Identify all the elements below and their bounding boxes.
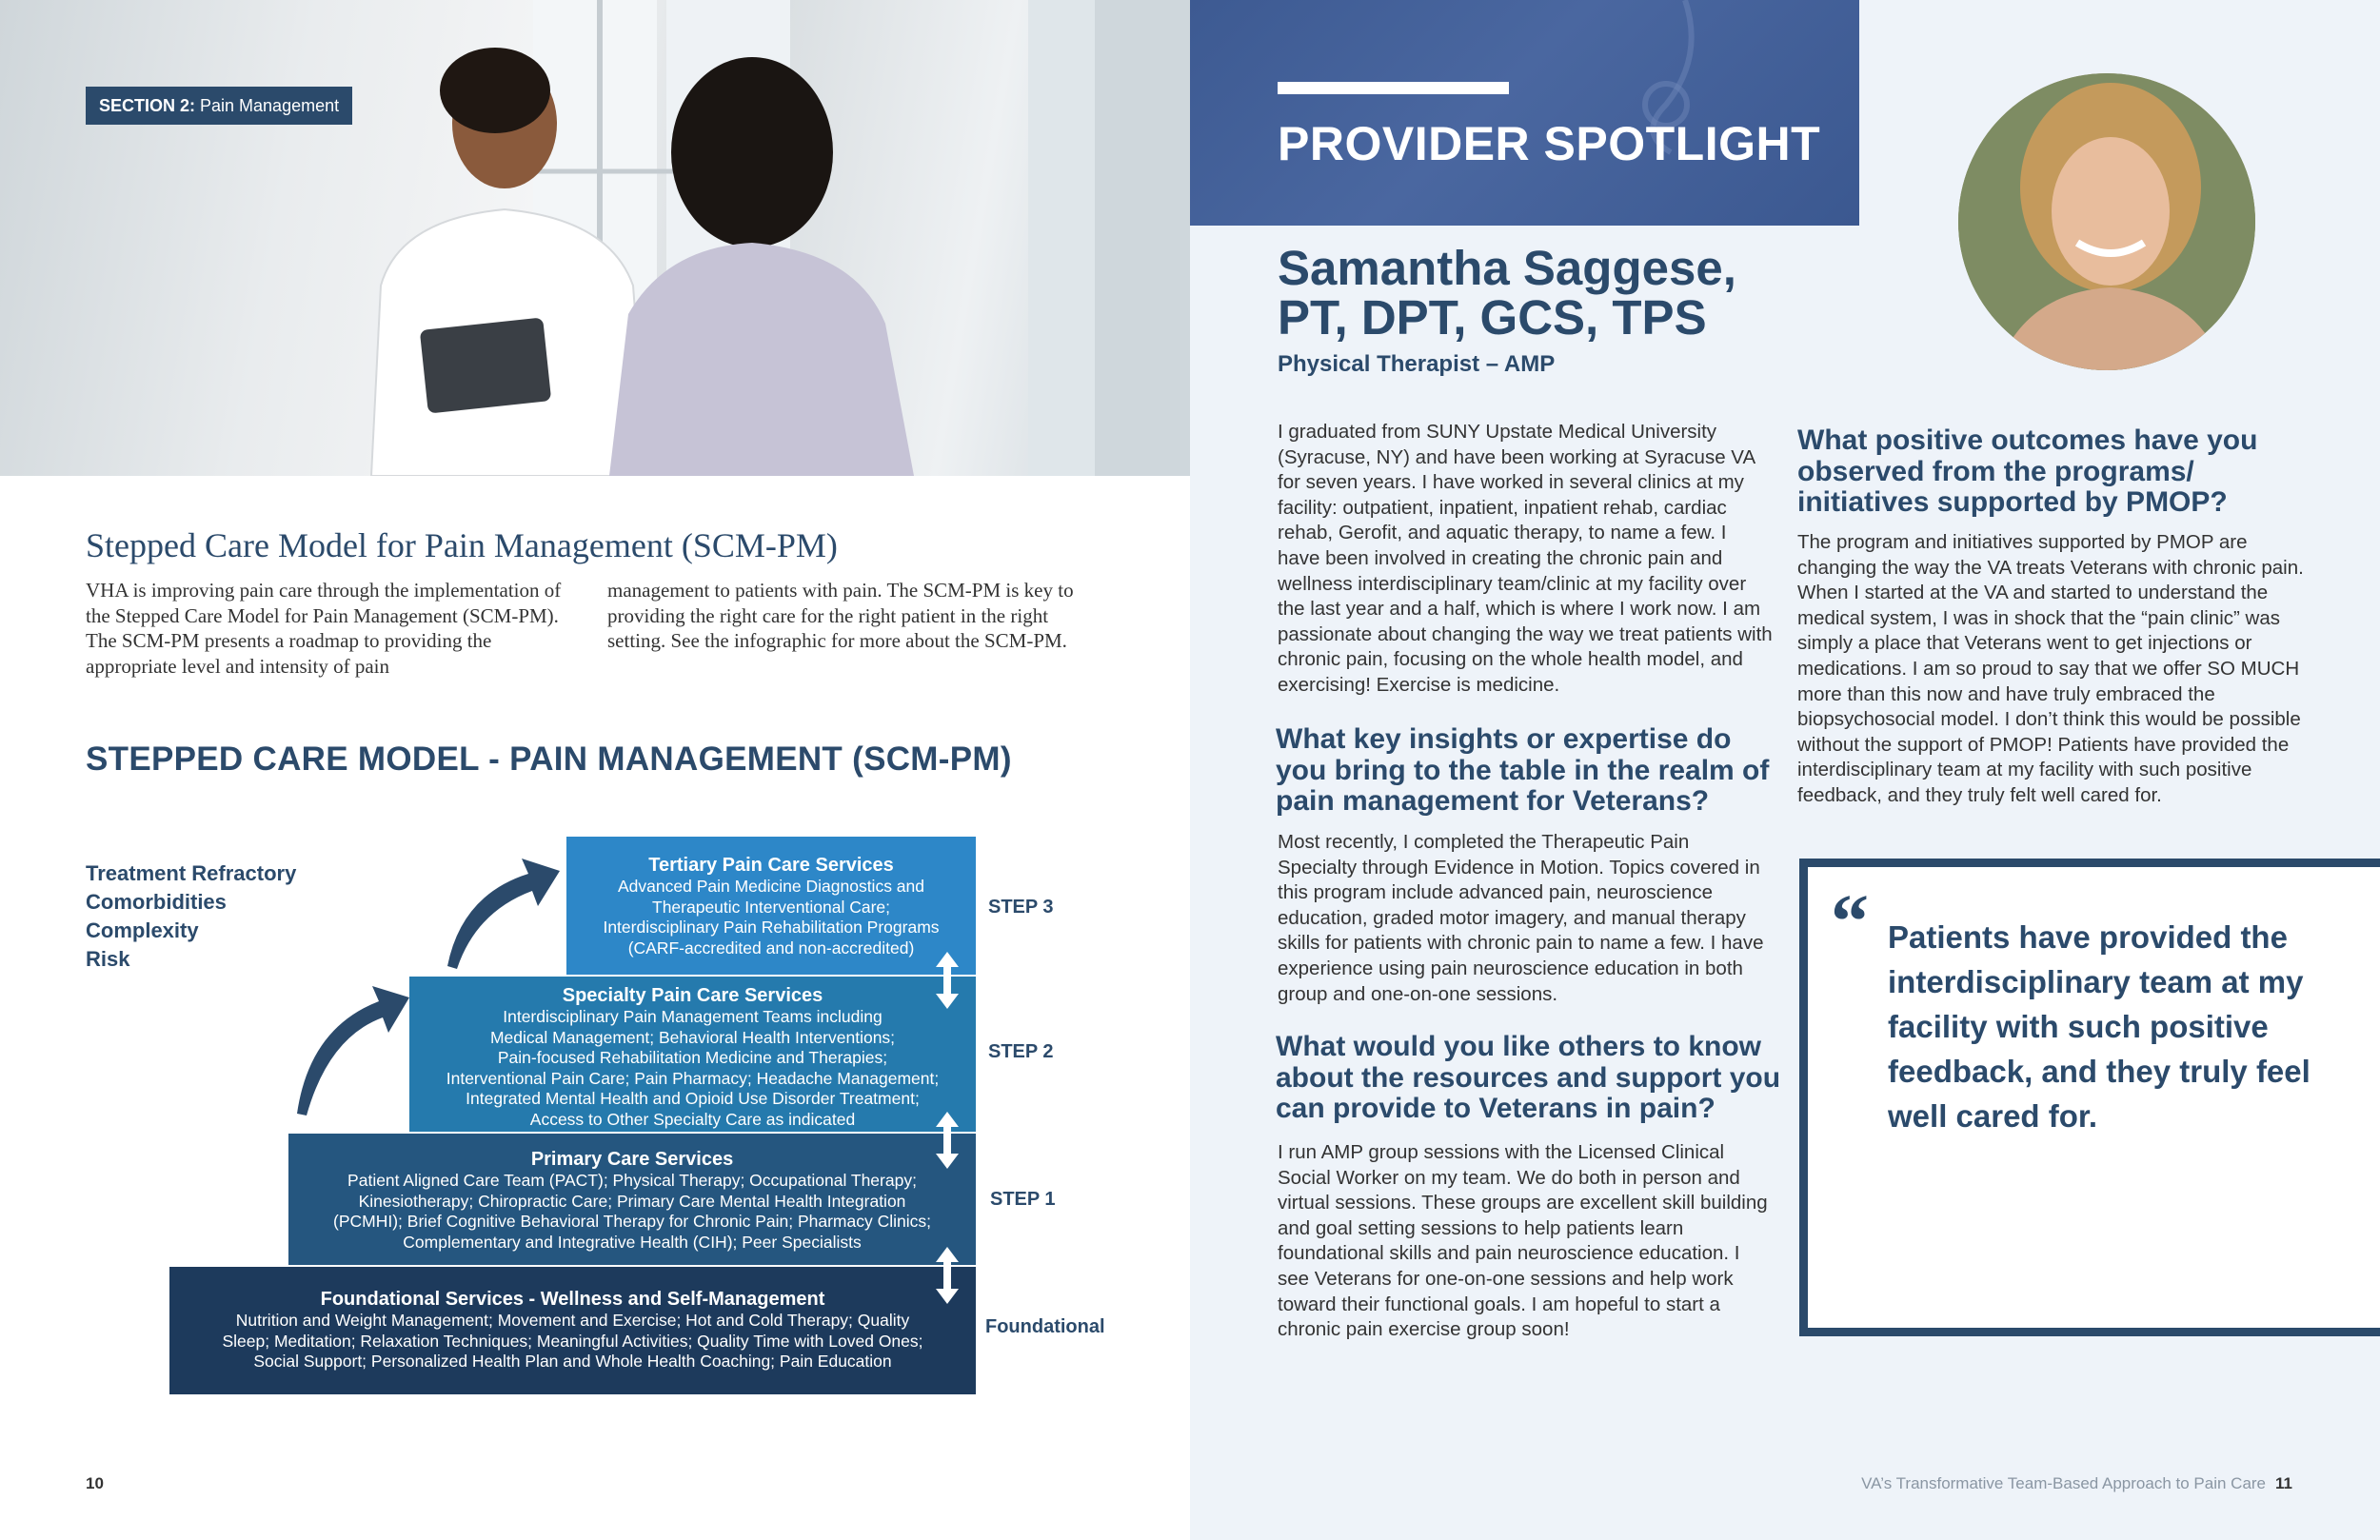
step-line: Pain-focused Rehabilitation Medicine and Therapies; xyxy=(497,1048,888,1067)
step-line: Interdisciplinary Pain Rehabilitation Programs xyxy=(603,918,940,937)
pull-quote-text: Patients have provided the interdisciplinary team at my facility with such positive feedback, and they truly feel well cared for. xyxy=(1888,919,2311,1134)
step-line: Integrated Mental Health and Opioid Use Disorder Treatment; xyxy=(466,1089,920,1108)
step-line: (PCMHI); Brief Cognitive Behavioral Therapy for Chronic Pain; Pharmacy Clinics; xyxy=(333,1212,931,1231)
step-title: Tertiary Pain Care Services xyxy=(648,855,894,876)
page-footer xyxy=(1861,1474,2292,1493)
step-title: Specialty Pain Care Services xyxy=(562,985,823,1006)
answer-1: Most recently, I completed the Therapeutic Pain Specialty through Evidence in Motion. Topics covered in this program include advanced pain, neuroscience education, graded motor imagery, and manual therapy skills for patients with chronic pain to name a few. I have experience using pain neuroscience education in both group and one-on-one sessions. xyxy=(1278,831,1764,1005)
quote-mark-icon: “ xyxy=(1831,880,1869,964)
provider-spotlight-banner xyxy=(1190,0,1859,226)
answer-2: I run AMP group sessions with the Licensed Clinical Social Worker on my team. We do both in person and virtual sessions. These groups are excellent skill building and goal setting sessions to help patients learn foundational skills and pain neuroscience education. I see Veterans for one-on-one sessions and help work toward their functional goals. I am hopeful to start a chronic pain exercise group soon! xyxy=(1278,1141,1768,1341)
curved-arrow-icon xyxy=(297,986,409,1116)
step-3-tertiary-block xyxy=(566,837,976,975)
answer-3: The program and initiatives supported by PMOP are changing the way the VA treats Veterans with chronic pain. When I started at the VA and started to understand the medical system, I was in shock that the “pain clinic” was simply a place that Veterans went to get injections or medications. I am so proud to say that we offer SO MUCH more than this now and have truly embraced the biopsychosocial model. I don’t think this would be possible without the support of PMOP! Patients have provided the interdisciplinary team at my facility with such positive feedback, and they truly felt well cared for. xyxy=(1797,531,2304,806)
double-arrow-icon xyxy=(936,1112,959,1169)
step-1-primary-block xyxy=(288,1134,976,1265)
step-title: Foundational Services - Wellness and Self-Management xyxy=(320,1289,825,1310)
risk-factor: Comorbidities xyxy=(86,890,227,914)
risk-factor: Risk xyxy=(86,947,130,971)
question-1: What key insights or expertise do you bring to the table in the realm of pain management for Veterans? xyxy=(1276,723,1770,817)
step-3-label: STEP 3 xyxy=(988,897,1054,918)
risk-factor: Complexity xyxy=(86,918,199,942)
provider-intro: I graduated from SUNY Upstate Medical University (Syracuse, NY) and have been working at Syracuse VA for seven years. I have worked in several clinics at my facility: outpatient, inpatient, inpatient rehab, cardiac rehab, Gerofit, and aquatic therapy, to name a few. I have been involved in creating the chronic pain and wellness interdisciplinary team/clinic at my facility over the last year and a half, which is where I work now. I am passionate about changing the way we treat patients with chronic pain, focusing on the whole health model, and exercising! Exercise is medicine. xyxy=(1278,421,1773,696)
provider-name xyxy=(1278,241,1736,345)
curved-arrow-icon xyxy=(447,859,560,969)
article-title: Stepped Care Model for Pain Management (SCM-PM) xyxy=(86,526,838,564)
risk-factor-list xyxy=(86,859,296,974)
step-line: Social Support; Personalized Health Plan and Whole Health Coaching; Pain Education xyxy=(253,1352,892,1371)
step-title: Primary Care Services xyxy=(530,1149,734,1170)
step-line: Complementary and Integrative Health (CIH); Peer Specialists xyxy=(403,1232,862,1252)
risk-factor: Treatment Refractory xyxy=(86,861,297,885)
right-page xyxy=(1190,0,2380,1540)
step-line: Interdisciplinary Pain Management Teams including xyxy=(503,1007,883,1026)
page-number-right: 11 xyxy=(2275,1474,2292,1492)
footer-title: VA’s Transformative Team-Based Approach to Pain Care xyxy=(1861,1474,2267,1492)
step-line: Advanced Pain Medicine Diagnostics and xyxy=(618,877,924,896)
hero-photo-illustration xyxy=(0,0,1190,476)
step-line: Nutrition and Weight Management; Movement and Exercise; Hot and Cold Therapy; Quality xyxy=(235,1311,910,1330)
step-2-label: STEP 2 xyxy=(988,1041,1054,1062)
pull-quote-box xyxy=(1799,859,2380,1336)
foundational-block xyxy=(169,1267,976,1394)
step-line: Access to Other Specialty Care as indicated xyxy=(529,1109,856,1129)
section-tag: SECTION 2: Pain Management xyxy=(86,87,352,125)
provider-name-line: Samantha Saggese, xyxy=(1278,241,1736,295)
portrait-illustration xyxy=(1958,73,2255,370)
step-line: Kinesiotherapy; Chiropractic Care; Primary Care Mental Health Integration xyxy=(358,1191,906,1211)
foundational-label: Foundational xyxy=(985,1316,1105,1337)
double-arrow-icon xyxy=(936,952,959,1009)
step-line: (CARF-accredited and non-accredited) xyxy=(627,938,915,958)
page-number-left: 10 xyxy=(86,1474,104,1492)
stethoscope-background-icon xyxy=(1190,0,1859,226)
step-line: Interventional Pain Care; Pain Pharmacy; Headache Management; xyxy=(446,1068,940,1088)
question-3: What positive outcomes have you observed from the programs/ initiatives supported by PMOP? xyxy=(1797,424,2258,518)
hero-photo-clinician-and-patient xyxy=(0,0,1190,476)
question-2: What would you like others to know about the resources and support you can provide to Veterans in pain? xyxy=(1276,1031,1781,1124)
step-line: Therapeutic Interventional Care; xyxy=(652,897,890,917)
step-2-specialty-block xyxy=(409,977,976,1132)
banner-accent-bar xyxy=(1278,82,1509,94)
provider-role: Physical Therapist – AMP xyxy=(1278,351,1556,377)
infographic-title: STEPPED CARE MODEL - PAIN MANAGEMENT (SCM-PM) xyxy=(86,740,1012,778)
step-line: Patient Aligned Care Team (PACT); Physical Therapy; Occupational Therapy; xyxy=(347,1171,917,1190)
intro-column-1: VHA is improving pain care through the implementation of the Stepped Care Model for Pain Management (SCM-PM). The SCM-PM presents a roadmap to providing the appropriate level and intensity of pain xyxy=(86,579,562,678)
provider-portrait xyxy=(1958,73,2255,370)
step-line: Medical Management; Behavioral Health Interventions; xyxy=(489,1027,896,1047)
step-line: Sleep; Meditation; Relaxation Techniques; Meaningful Activities; Quality Time with Loved Ones; xyxy=(222,1331,923,1351)
step-1-label: STEP 1 xyxy=(990,1189,1056,1210)
intro-column-2: management to patients with pain. The SCM-PM is key to providing the right care for the right patient in the right setting. See the infographic for more about the SCM-PM. xyxy=(607,579,1074,652)
step-transition-arrows xyxy=(933,952,962,1313)
banner-title: PROVIDER SPOTLIGHT xyxy=(1278,117,1821,170)
double-arrow-icon xyxy=(936,1247,959,1304)
provider-credentials: PT, DPT, GCS, TPS xyxy=(1278,290,1707,345)
